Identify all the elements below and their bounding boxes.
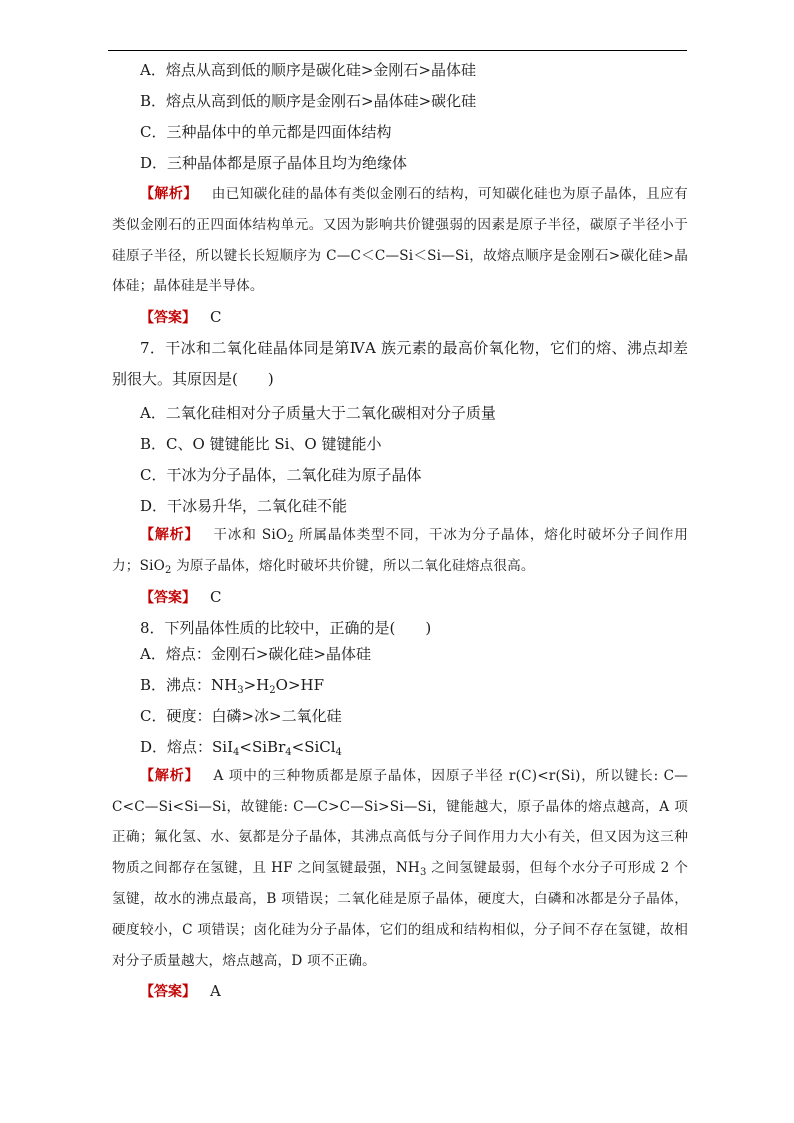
q7-answer bbox=[112, 582, 688, 613]
q8-option-d: D．熔点：SiI$_4$<SiBr$_4$<SiCl$_4$ bbox=[140, 737, 342, 758]
q8-explanation: 【解析】 A 项中的三种物质都是原子晶体，因原子半径 r(C)<r(Si)，所以键长: C—C<C—Si<Si—Si，故键能: C—C>C—Si>Si—Si，键能越大，原子晶体的熔点越高，A 项正确；氟化氢、水、氨都是分子晶体，其沸点高低与分子间作用力大小有关，但又因为这三种物质之间都存在氢键，且 HF 之间氢键最强，$NH_3$ 之间氢键最弱，但每个水分子可形成 2 个氢键，故水的沸点最高，B 项错误；二氧化硅是原子晶体，硬度大，白磷和冰都是分子晶体，硬度较小，C 项错误；卤化硅为分子晶体，它们的组成和结构相似，分子间不存在氢键，故相对分子质量越大，熔点越高，D 项不正确。 bbox=[112, 767, 688, 969]
q8-answer-value: A bbox=[210, 982, 221, 1001]
q7-option-b: B．C、O 键键能比 Si、O 键键能小 bbox=[140, 435, 382, 454]
q6-explanation bbox=[112, 179, 688, 302]
answer-label: 【答案】 bbox=[140, 984, 196, 1001]
q8-option-c: C．硬度：白磷>冰>二氧化硅 bbox=[140, 706, 342, 725]
q6-explanation-text: 由已知碳化硅的晶体有类似金刚石的结构，可知碳化硅也为原子晶体，且应有类似金刚石的正四面体结构单元。又因为影响共价键强弱的因素是原子半径，碳原子半径小于硅原子半径，所以键长长短顺序为 C—C＜C—Si＜Si—Si，故熔点顺序是金刚石>碳化硅>晶体硅；晶体硅是半导体。 bbox=[112, 186, 688, 295]
q7-option-d: D．干冰易升华，二氧化硅不能 bbox=[140, 497, 348, 516]
q8-answer bbox=[112, 976, 688, 1007]
q6-option-c: C．三种晶体中的单元都是四面体结构 bbox=[140, 123, 392, 141]
q6-answer-value: C bbox=[210, 308, 222, 327]
answer-label: 【答案】 bbox=[140, 310, 196, 327]
document-body bbox=[112, 60, 688, 1007]
explanation-label: 【解析】 bbox=[140, 527, 200, 544]
q6-option-b: B．熔点从高到低的顺序是金刚石>晶体硅>碳化硅 bbox=[140, 92, 477, 110]
q8-stem: 8．下列晶体性质的比较中，正确的是( ) bbox=[140, 618, 432, 637]
explanation-label: 【解析】 bbox=[140, 186, 198, 202]
q7-answer-value: C bbox=[210, 587, 222, 606]
answer-label: 【答案】 bbox=[140, 589, 196, 606]
explanation-label: 【解析】 bbox=[140, 767, 200, 784]
header-rule bbox=[108, 50, 687, 51]
q7-option-c: C．干冰为分子晶体，二氧化硅为原子晶体 bbox=[140, 466, 422, 485]
q6-answer bbox=[112, 302, 688, 333]
q8-option-a: A．熔点：金刚石>碳化硅>晶体硅 bbox=[140, 644, 371, 663]
q7-explanation: 【解析】 干冰和 SiO$_2$ 所属晶体类型不同，干冰为分子晶体，熔化时破坏分子间作用力；SiO$_2$ 为原子晶体，熔化时破坏共价键，所以二氧化硅熔点很高。 bbox=[112, 527, 688, 576]
q7-option-a: A．二氧化硅相对分子质量大于二氧化碳相对分子质量 bbox=[140, 404, 496, 423]
q8-option-b: B．沸点：$NH_3>H_2O>HF$ bbox=[140, 675, 324, 696]
q6-option-d: D．三种晶体都是原子晶体且均为绝缘体 bbox=[140, 154, 408, 172]
q6-option-a: A．熔点从高到低的顺序是碳化硅>金刚石>晶体硅 bbox=[140, 61, 476, 79]
q7-stem: 7．干冰和二氧化硅晶体同是第ⅣA 族元素的最高价氧化物，它们的熔、沸点却差别很大。其原因是( ) bbox=[112, 339, 688, 389]
